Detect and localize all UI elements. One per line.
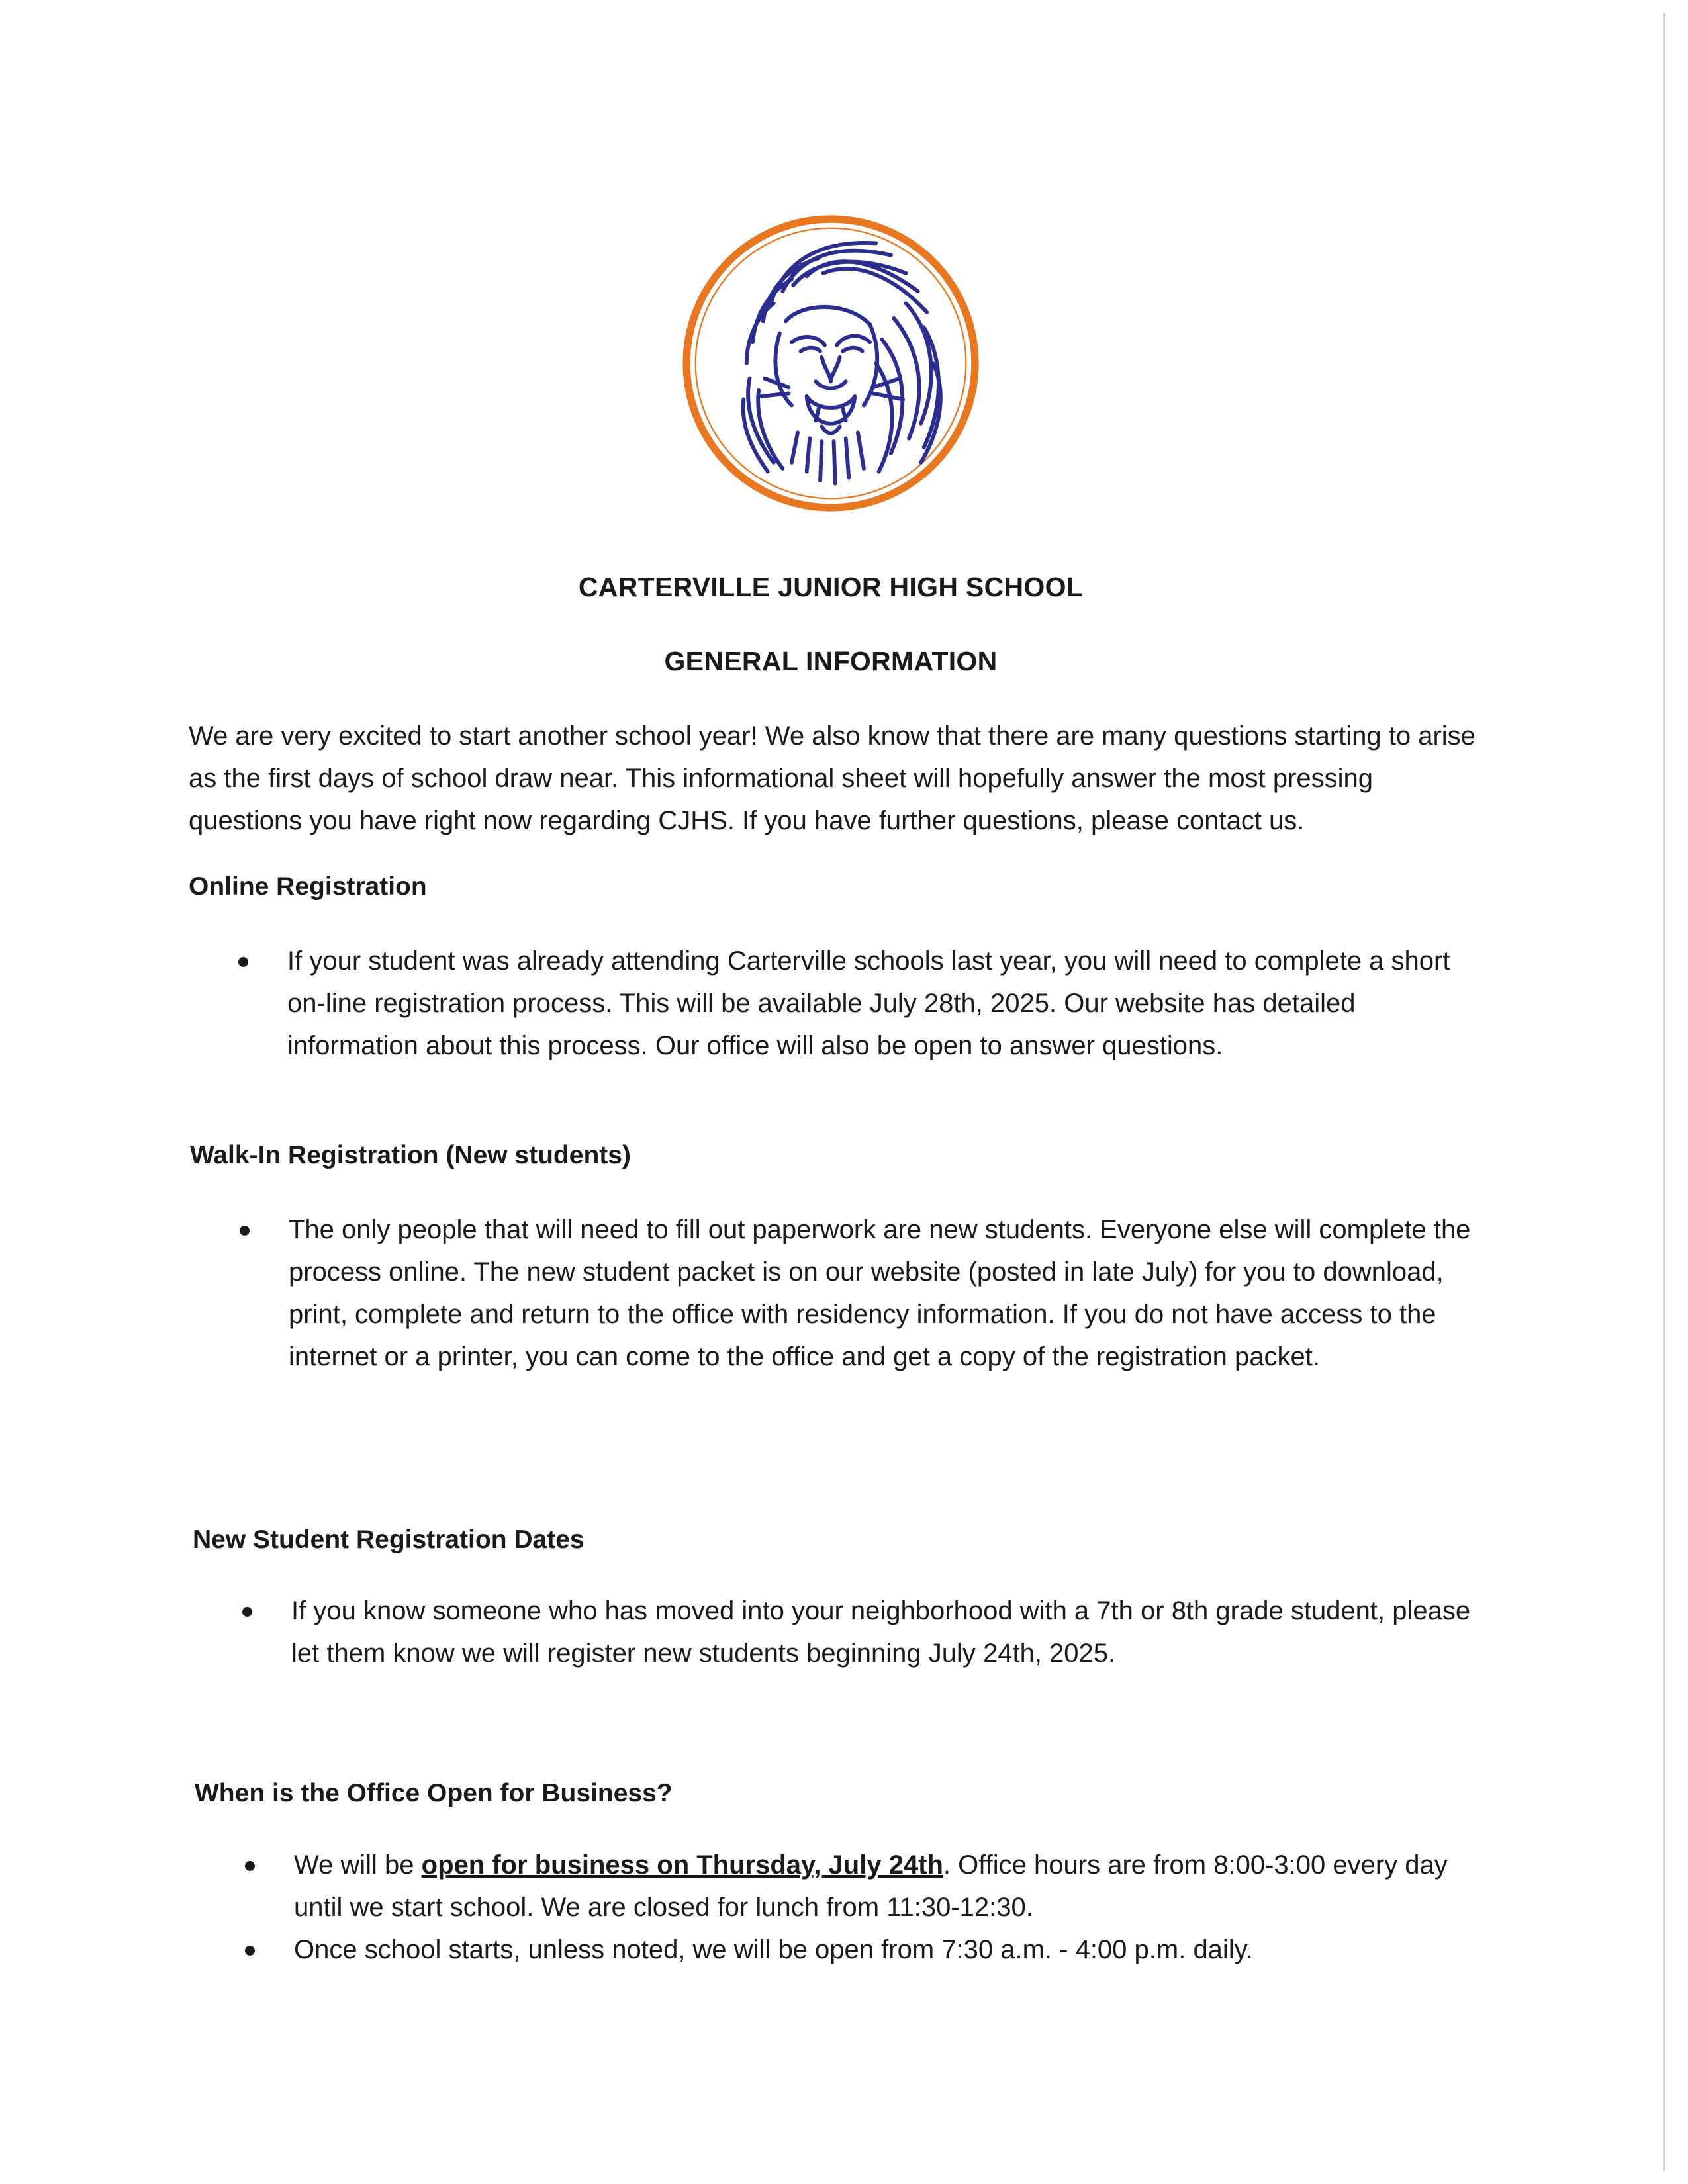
walkin-registration-list <box>240 1208 1491 1378</box>
office-bullet-1-suffix: . Office hours are from 8:00-3:00 every day until we start school. We are closed for lunch from 11:30-12:30. <box>294 1850 1448 1922</box>
list-item <box>238 940 1489 1067</box>
bullet-icon <box>245 1861 255 1871</box>
office-open-heading: When is the Office Open for Business? <box>195 1779 673 1807</box>
office-bullet-1-prefix: We will be <box>294 1850 422 1880</box>
office-bullet-2-text: Once school starts, unless noted, we will be open from 7:30 a.m. - 4:00 p.m. daily. <box>294 1935 1253 1964</box>
online-registration-list <box>238 940 1489 1067</box>
walkin-registration-bullet-text: The only people that will need to fill out paperwork are new students. Everyone else will complete the process online. The new student packet is on our website (posted in late July) for you to download, print, complete and return to the office with residency information. If you do not have access to the internet or a printer, you can come to the office and get a copy of the registration packet. <box>289 1215 1471 1371</box>
list-item <box>242 1590 1493 1674</box>
school-name-heading: CARTERVILLE JUNIOR HIGH SCHOOL <box>578 572 1084 602</box>
list-item <box>245 1929 1496 1971</box>
new-student-dates-heading: New Student Registration Dates <box>193 1525 585 1554</box>
document-title-heading: GENERAL INFORMATION <box>664 646 998 676</box>
bullet-icon <box>242 1607 252 1617</box>
bullet-icon <box>238 957 248 967</box>
list-item <box>245 1844 1496 1929</box>
online-registration-heading: Online Registration <box>189 872 427 901</box>
new-student-dates-list <box>242 1590 1493 1674</box>
office-open-date-emphasis: open for business on Thursday, July 24th <box>421 1850 943 1880</box>
office-open-list <box>245 1844 1496 1971</box>
bullet-icon <box>245 1946 255 1956</box>
lion-head-logo <box>680 213 981 514</box>
walkin-registration-heading: Walk-In Registration (New students) <box>190 1141 631 1169</box>
list-item <box>240 1208 1491 1378</box>
new-student-dates-bullet-text: If you know someone who has moved into your neighborhood with a 7th or 8th grade student, please let them know we will register new students beginning July 24th, 2025. <box>291 1596 1471 1668</box>
scan-page-edge <box>1663 13 1665 2171</box>
intro-paragraph: We are very excited to start another school year! We also know that there are many questions starting to arise as the first days of school draw near. This informational sheet will hopefully answer the most pressing questions you have right now regarding CJHS. If you have further questions, please contact us. <box>189 721 1476 835</box>
bullet-icon <box>240 1226 250 1236</box>
online-registration-bullet-text: If your student was already attending Carterville schools last year, you will need to complete a short on-line registration process. This will be available July 28th, 2025. Our website has detailed information about this process. Our office will also be open to answer questions. <box>287 946 1450 1060</box>
